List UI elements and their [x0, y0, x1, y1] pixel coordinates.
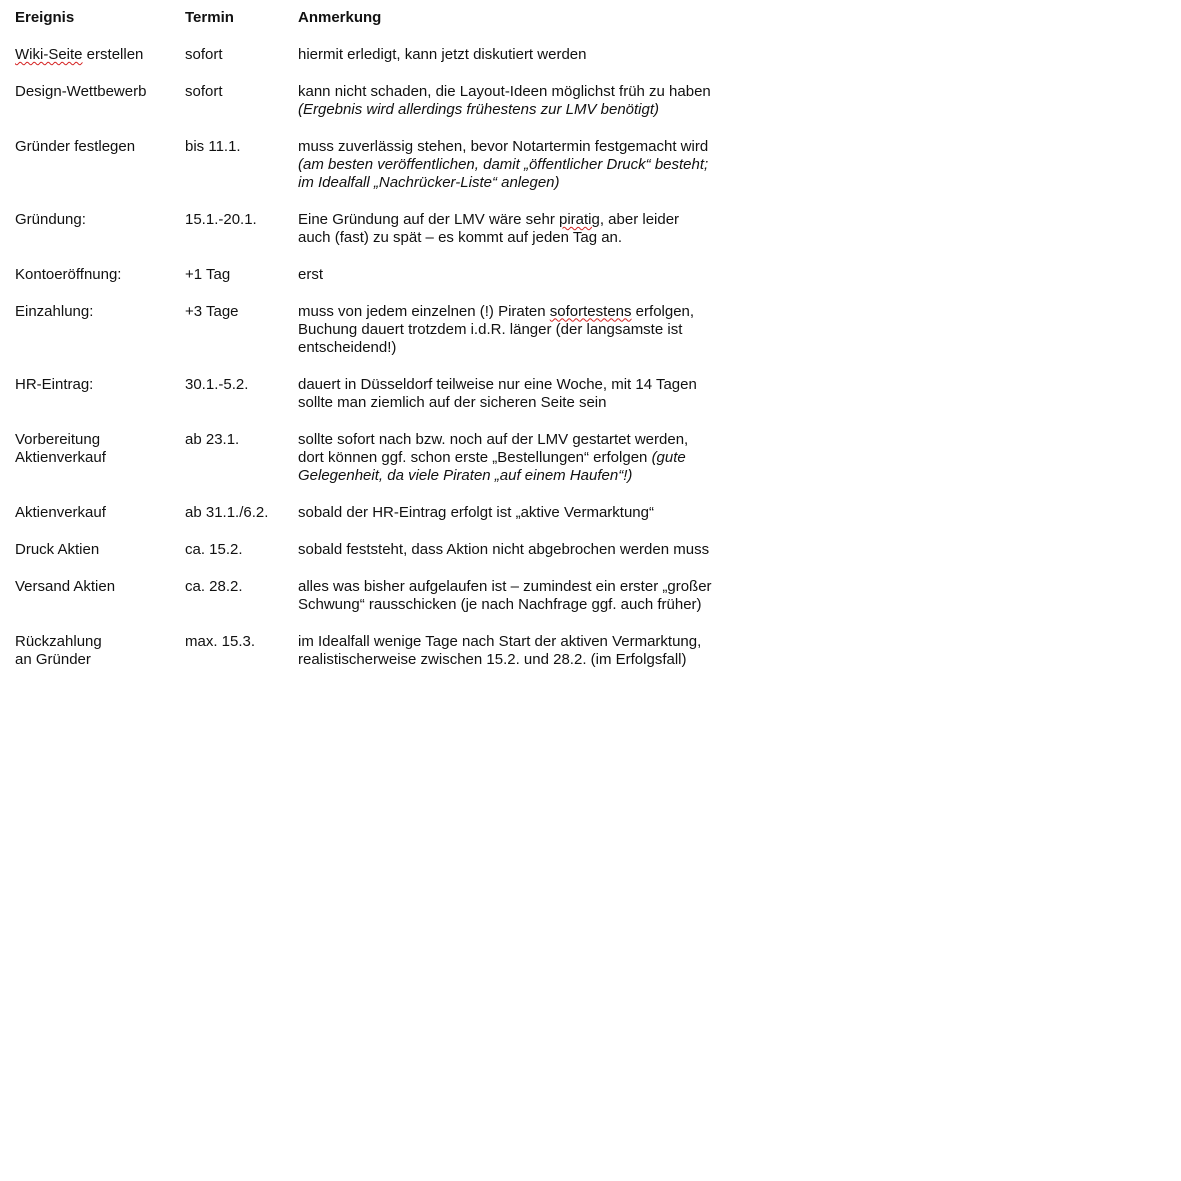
text-segment: Gründer festlegen [15, 137, 136, 155]
event-cell [15, 633, 185, 669]
text-segment: sollte sofort nach bzw. noch auf der LMV gestartet werden, [298, 430, 689, 448]
text-segment: HR-Eintrag: [15, 375, 94, 393]
event-line [15, 46, 185, 64]
table-row [15, 138, 775, 193]
event-cell [15, 504, 185, 522]
text-segment: , aber leider [599, 210, 680, 228]
date-cell: sofort [185, 82, 223, 100]
date-cell: ab 31.1./6.2. [185, 504, 269, 521]
table-row [15, 541, 775, 559]
text-segment: Gründung: [15, 210, 86, 228]
date-cell: 30.1.-5.2. [185, 375, 249, 393]
event-line [15, 578, 185, 596]
table-row [15, 46, 775, 64]
text-segment: dort können ggf. schon erste „Bestellungen“ erfolgen [298, 449, 652, 466]
event-line [15, 211, 185, 229]
text-segment: im Idealfall wenige Tage nach Start der aktiven Vermarktung, [298, 632, 702, 650]
spellcheck-flagged-word: Wiki-Seite [15, 45, 83, 63]
text-segment: kann nicht schaden, die Layout-Ideen möglichst früh zu haben [298, 82, 711, 100]
schedule-rows [15, 46, 775, 669]
note-line [298, 376, 775, 394]
text-segment: muss zuverlässig stehen, bevor Notartermin festgemacht wird [298, 137, 709, 155]
note-line [298, 467, 775, 485]
date-cell: 15.1.-20.1. [185, 210, 257, 228]
text-segment: erst [298, 265, 324, 283]
note-line [298, 633, 775, 651]
note-cell [298, 46, 775, 64]
text-segment: sollte man ziemlich auf der sicheren Seite sein [298, 394, 607, 411]
note-line [298, 504, 775, 522]
text-segment: (am besten veröffentlichen, damit „öffentlicher Druck“ besteht; [298, 155, 709, 173]
text-segment: Kontoeröffnung: [15, 265, 122, 283]
event-cell [15, 266, 185, 284]
note-line [298, 211, 775, 229]
note-cell [298, 138, 775, 193]
text-segment: realistischerweise zwischen 15.2. und 28.2. (im Erfolgsfall) [298, 650, 687, 668]
table-row [15, 303, 775, 358]
text-segment: Aktienverkauf [15, 449, 106, 466]
note-cell [298, 303, 775, 358]
event-line [15, 633, 185, 651]
header-note: Anmerkung [298, 9, 382, 26]
note-line [298, 431, 775, 449]
schedule-document [15, 9, 775, 669]
text-segment: Gelegenheit, da viele Piraten „auf einem Haufen“!) [298, 467, 633, 485]
event-cell [15, 376, 185, 394]
text-segment: Buchung dauert trotzdem i.d.R. länger (der langsamste ist [298, 320, 683, 338]
table-row [15, 431, 775, 486]
table-row [15, 83, 775, 119]
event-line [15, 376, 185, 394]
note-line [298, 46, 775, 64]
table-row [15, 633, 775, 669]
event-line [15, 449, 185, 467]
text-segment: Einzahlung: [15, 302, 94, 320]
text-segment: Rückzahlung [15, 632, 102, 650]
note-line [298, 138, 775, 156]
date-cell: ca. 15.2. [185, 540, 243, 558]
table-row [15, 578, 775, 614]
date-cell: max. 15.3. [185, 632, 256, 650]
header-event: Ereignis [15, 9, 75, 26]
table-header-row [15, 9, 775, 27]
event-cell [15, 578, 185, 596]
text-segment: Vorbereitung [15, 430, 101, 448]
text-segment: entscheidend!) [298, 339, 397, 356]
text-segment: Aktienverkauf [15, 504, 106, 521]
spellcheck-flagged-word: sofortestens [549, 302, 632, 320]
note-line [298, 651, 775, 669]
note-line [298, 339, 775, 357]
text-segment: alles was bisher aufgelaufen ist – zumindest ein erster „großer [298, 577, 712, 595]
text-segment: erfolgen, [631, 302, 695, 320]
note-line [298, 156, 775, 174]
date-cell: bis 11.1. [185, 137, 241, 155]
table-row [15, 504, 775, 522]
text-segment: hiermit erledigt, kann jetzt diskutiert werden [298, 45, 587, 63]
date-cell: +3 Tage [185, 302, 239, 320]
spellcheck-flagged-word: piratig [558, 210, 600, 228]
text-segment: dauert in Düsseldorf teilweise nur eine Woche, mit 14 Tagen [298, 375, 697, 393]
note-cell [298, 578, 775, 614]
note-cell [298, 376, 775, 412]
text-segment: im Idealfall „Nachrücker-Liste“ anlegen) [298, 174, 560, 191]
text-segment: erstellen [82, 45, 144, 63]
table-row [15, 211, 775, 247]
table-row [15, 376, 775, 412]
note-cell [298, 541, 775, 559]
event-line [15, 83, 185, 101]
event-cell [15, 211, 185, 229]
note-line [298, 174, 775, 192]
event-cell [15, 138, 185, 156]
event-line [15, 504, 185, 522]
text-segment: auch (fast) zu spät – es kommt auf jeden Tag an. [298, 229, 623, 246]
text-segment: muss von jedem einzelnen (!) Piraten [298, 302, 550, 320]
note-line [298, 229, 775, 247]
note-line [298, 578, 775, 596]
note-cell [298, 504, 775, 522]
date-cell: sofort [185, 45, 223, 63]
note-line [298, 101, 775, 119]
event-line [15, 138, 185, 156]
text-segment: (Ergebnis wird allerdings frühestens zur LMV benötigt) [298, 100, 660, 118]
event-line [15, 431, 185, 449]
text-segment: Eine Gründung auf der LMV wäre sehr [298, 210, 559, 228]
text-segment: sobald feststeht, dass Aktion nicht abgebrochen werden muss [298, 540, 710, 558]
note-cell [298, 431, 775, 486]
date-cell: ca. 28.2. [185, 577, 243, 595]
note-line [298, 449, 775, 467]
event-cell [15, 83, 185, 101]
header-date: Termin [185, 9, 234, 26]
event-cell [15, 303, 185, 321]
event-line [15, 266, 185, 284]
text-segment: Schwung“ rausschicken (je nach Nachfrage ggf. auch früher) [298, 595, 702, 613]
note-line [298, 394, 775, 412]
text-segment: sobald der HR-Eintrag erfolgt ist „aktive Vermarktung“ [298, 504, 654, 521]
text-segment: an Gründer [15, 650, 91, 668]
table-row [15, 266, 775, 284]
note-line [298, 266, 775, 284]
note-line [298, 303, 775, 321]
event-cell [15, 46, 185, 64]
text-segment: Versand Aktien [15, 577, 116, 595]
note-cell [298, 211, 775, 247]
text-segment: Design-Wettbewerb [15, 82, 147, 100]
event-line [15, 303, 185, 321]
event-line [15, 651, 185, 669]
note-line [298, 83, 775, 101]
note-cell [298, 633, 775, 669]
note-cell [298, 83, 775, 119]
text-segment: (gute [651, 449, 686, 466]
note-line [298, 321, 775, 339]
note-cell [298, 266, 775, 284]
date-cell: ab 23.1. [185, 430, 240, 448]
note-line [298, 541, 775, 559]
date-cell: +1 Tag [185, 265, 231, 283]
event-cell [15, 431, 185, 467]
event-cell [15, 541, 185, 559]
event-line [15, 541, 185, 559]
text-segment: Druck Aktien [15, 540, 100, 558]
note-line [298, 596, 775, 614]
